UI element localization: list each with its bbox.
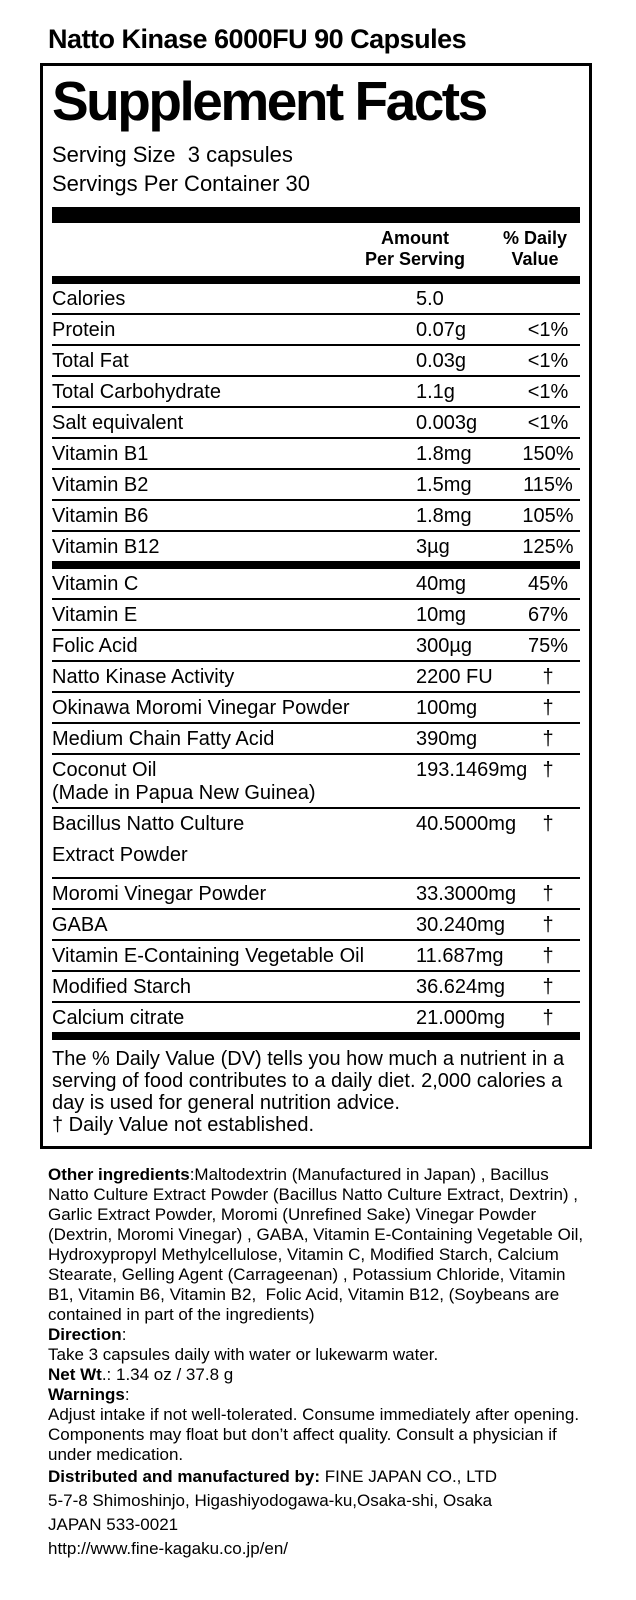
ingredient-name-line2: (Made in Papua New Guinea) bbox=[52, 782, 316, 805]
amount-value: 36.624mg bbox=[416, 976, 505, 999]
other-ingredients-text: :Maltodextrin (Manufactured in Japan) , Bacillus Natto Culture Extract Powder (Bacillus Natto Culture Extract, Dextrin) , Garlic Extract Powder, Moromi (Unrefined Sake) Vinegar Powder (Dextrin, Moromi Vinegar) , GABA, Vitamin E-Containing Vegetable Oil, Hydroxypropyl Methylcellulose, Vitamin C, Modified Starch, Calcium Stearate, Gelling Agent (Carrageenan) , Potassium Chloride, Vitamin B1, Vitamin B6, Vitamin B2, Folic Acid, Vitamin B12, (Soybeans are contained in part of the ingredients) bbox=[48, 1165, 588, 1325]
ingredient-name: Vitamin E bbox=[52, 604, 138, 627]
table-row bbox=[52, 691, 580, 722]
table-row bbox=[52, 437, 580, 468]
serving-size: Serving Size 3 capsules bbox=[52, 142, 293, 168]
daily-value: † bbox=[542, 914, 554, 937]
amount-value: 40mg bbox=[416, 573, 467, 596]
direction-heading bbox=[48, 1325, 588, 1345]
daily-value: <1% bbox=[527, 319, 569, 342]
header-amount bbox=[340, 228, 490, 270]
amount-value: 11.687mg bbox=[416, 945, 504, 968]
warnings-colon: : bbox=[124, 1385, 130, 1405]
header-spacer bbox=[52, 228, 340, 270]
divider-bar-bottom bbox=[52, 1032, 580, 1040]
ingredient-name-line2: Extract Powder bbox=[52, 844, 188, 867]
ingredient-name: Okinawa Moromi Vinegar Powder bbox=[52, 697, 350, 720]
header-daily-value bbox=[490, 228, 580, 270]
table-row bbox=[52, 598, 580, 629]
ingredient-name: Calories bbox=[52, 288, 126, 311]
amount-value: 300µg bbox=[416, 635, 473, 658]
amount-value: 30.240mg bbox=[416, 914, 505, 937]
table-row bbox=[52, 499, 580, 530]
table-row bbox=[52, 468, 580, 499]
amount-value: 1.1g bbox=[416, 381, 455, 404]
divider-bar-header bbox=[52, 276, 580, 284]
amount-value: 390mg bbox=[416, 728, 478, 751]
address-line-1: 5-7-8 Shimoshinjo, Higashiyodogawa-ku,Osaka-shi, Osaka bbox=[48, 1491, 493, 1511]
ingredient-name: Folic Acid bbox=[52, 635, 138, 658]
daily-value: † bbox=[542, 666, 554, 689]
table-row bbox=[52, 375, 580, 406]
manufacturer-block bbox=[48, 1465, 588, 1561]
table-row bbox=[52, 807, 580, 877]
distributed-text: FINE JAPAN CO., LTD bbox=[320, 1467, 497, 1487]
daily-value: <1% bbox=[527, 381, 569, 404]
amount-value: 3µg bbox=[416, 536, 450, 559]
amount-value: 5.0 bbox=[416, 288, 444, 311]
ingredient-name: GABA bbox=[52, 914, 108, 937]
header-dv-line1: % Daily bbox=[502, 228, 568, 249]
servings-per-container: Servings Per Container 30 bbox=[52, 171, 311, 197]
amount-value: 0.003g bbox=[416, 412, 478, 435]
ingredient-name: Natto Kinase Activity bbox=[52, 666, 235, 689]
table-row bbox=[52, 284, 580, 313]
daily-value: † bbox=[542, 697, 554, 720]
amount-value: 0.07g bbox=[416, 319, 467, 342]
ingredient-name: Vitamin E-Containing Vegetable Oil bbox=[52, 945, 365, 968]
warnings-heading bbox=[48, 1385, 588, 1405]
table-row bbox=[52, 660, 580, 691]
amount-value: 0.03g bbox=[416, 350, 467, 373]
ingredient-name: Protein bbox=[52, 319, 116, 342]
amount-value: 100mg bbox=[416, 697, 478, 720]
header-dv-line2: Value bbox=[511, 249, 559, 270]
net-wt-text: .: 1.34 oz / 37.8 g bbox=[101, 1365, 234, 1385]
distributed-label: Distributed and manufactured by: bbox=[48, 1467, 321, 1487]
amount-value: 1.8mg bbox=[416, 505, 472, 528]
daily-value: † bbox=[542, 976, 554, 999]
ingredient-name bbox=[52, 759, 416, 805]
daily-value: † bbox=[542, 728, 554, 751]
daily-value: † bbox=[542, 813, 554, 836]
warnings-text: Adjust intake if not well-tolerated. Consume immediately after opening. Components may float but don’t affect quality. Consult a physician if under medication. bbox=[48, 1405, 584, 1465]
divider-bar-mid bbox=[52, 561, 580, 569]
table-row bbox=[52, 1001, 580, 1032]
ingredient-name: Vitamin C bbox=[52, 573, 139, 596]
label-info-section bbox=[48, 1165, 588, 1561]
address-line-2: JAPAN 533-0021 bbox=[48, 1515, 179, 1535]
ingredient-name: Salt equivalent bbox=[52, 412, 184, 435]
direction-label: Direction bbox=[48, 1325, 122, 1345]
daily-value: 125% bbox=[522, 536, 574, 559]
dv-footnote-dagger: † Daily Value not established. bbox=[52, 1114, 315, 1137]
amount-value: 10mg bbox=[416, 604, 467, 627]
warnings-label: Warnings bbox=[48, 1385, 125, 1405]
nutrition-table bbox=[52, 284, 580, 1032]
ingredient-name: Medium Chain Fatty Acid bbox=[52, 728, 275, 751]
amount-value: 33.3000mg bbox=[416, 883, 517, 906]
ingredient-name: Calcium citrate bbox=[52, 1007, 185, 1030]
table-row bbox=[52, 939, 580, 970]
daily-value: 115% bbox=[523, 474, 573, 497]
daily-value: 45% bbox=[527, 573, 569, 596]
table-row bbox=[52, 908, 580, 939]
daily-value: 105% bbox=[522, 505, 574, 528]
dv-footnote-text: The % Daily Value (DV) tells you how much a nutrient in a serving of food contributes to a daily diet. 2,000 calories a day is used for general nutrition advice. bbox=[52, 1048, 565, 1115]
daily-value: † bbox=[542, 1007, 554, 1030]
table-row bbox=[52, 406, 580, 437]
net-wt-label: Net Wt bbox=[48, 1365, 102, 1385]
other-ingredients bbox=[48, 1165, 588, 1325]
header-amount-line1: Amount bbox=[381, 228, 449, 249]
daily-value: 67% bbox=[527, 604, 569, 627]
ingredient-name: Total Fat bbox=[52, 350, 129, 373]
amount-value: 2200 FU bbox=[416, 666, 493, 689]
dv-footnote bbox=[52, 1048, 580, 1136]
table-row bbox=[52, 722, 580, 753]
daily-value: † bbox=[542, 883, 554, 906]
table-row bbox=[52, 753, 580, 807]
amount-value: 193.1469mg bbox=[416, 759, 528, 782]
amount-value: 1.8mg bbox=[416, 443, 472, 466]
table-row bbox=[52, 313, 580, 344]
website-url: http://www.fine-kagaku.co.jp/en/ bbox=[48, 1539, 289, 1559]
daily-value: † bbox=[542, 945, 554, 968]
ingredient-name: Total Carbohydrate bbox=[52, 381, 221, 404]
ingredient-name: Moromi Vinegar Powder bbox=[52, 883, 267, 906]
panel-title: Supplement Facts bbox=[52, 70, 486, 132]
net-wt bbox=[48, 1365, 588, 1385]
table-row bbox=[52, 970, 580, 1001]
ingredient-name: Vitamin B1 bbox=[52, 443, 149, 466]
amount-value: 40.5000mg bbox=[416, 813, 517, 836]
ingredient-name: Modified Starch bbox=[52, 976, 191, 999]
ingredient-name-line1: Coconut Oil bbox=[52, 759, 157, 782]
ingredient-name-line1: Bacillus Natto Culture bbox=[52, 813, 245, 836]
table-row bbox=[52, 629, 580, 660]
table-row bbox=[52, 877, 580, 908]
other-ingredients-label: Other ingredients bbox=[48, 1165, 190, 1185]
direction-text: Take 3 capsules daily with water or lukewarm water. bbox=[48, 1345, 439, 1365]
table-row bbox=[52, 344, 580, 375]
table-header bbox=[52, 223, 580, 276]
daily-value: † bbox=[542, 759, 554, 782]
ingredient-name: Vitamin B2 bbox=[52, 474, 149, 497]
table-row bbox=[52, 530, 580, 561]
amount-value: 21.000mg bbox=[416, 1007, 505, 1030]
product-title: Natto Kinase 6000FU 90 Capsules bbox=[48, 24, 467, 54]
supplement-facts-panel bbox=[40, 63, 592, 1149]
ingredient-name bbox=[52, 813, 416, 867]
daily-value: <1% bbox=[527, 350, 569, 373]
header-amount-line2: Per Serving bbox=[364, 249, 466, 270]
daily-value: <1% bbox=[527, 412, 569, 435]
divider-bar-top bbox=[52, 207, 580, 223]
daily-value: 150% bbox=[522, 443, 574, 466]
amount-value: 1.5mg bbox=[416, 474, 472, 497]
ingredient-name: Vitamin B12 bbox=[52, 536, 160, 559]
direction-colon: : bbox=[121, 1325, 127, 1345]
distributed-line bbox=[48, 1465, 588, 1489]
table-row bbox=[52, 569, 580, 598]
ingredient-name: Vitamin B6 bbox=[52, 505, 149, 528]
daily-value: 75% bbox=[527, 635, 569, 658]
